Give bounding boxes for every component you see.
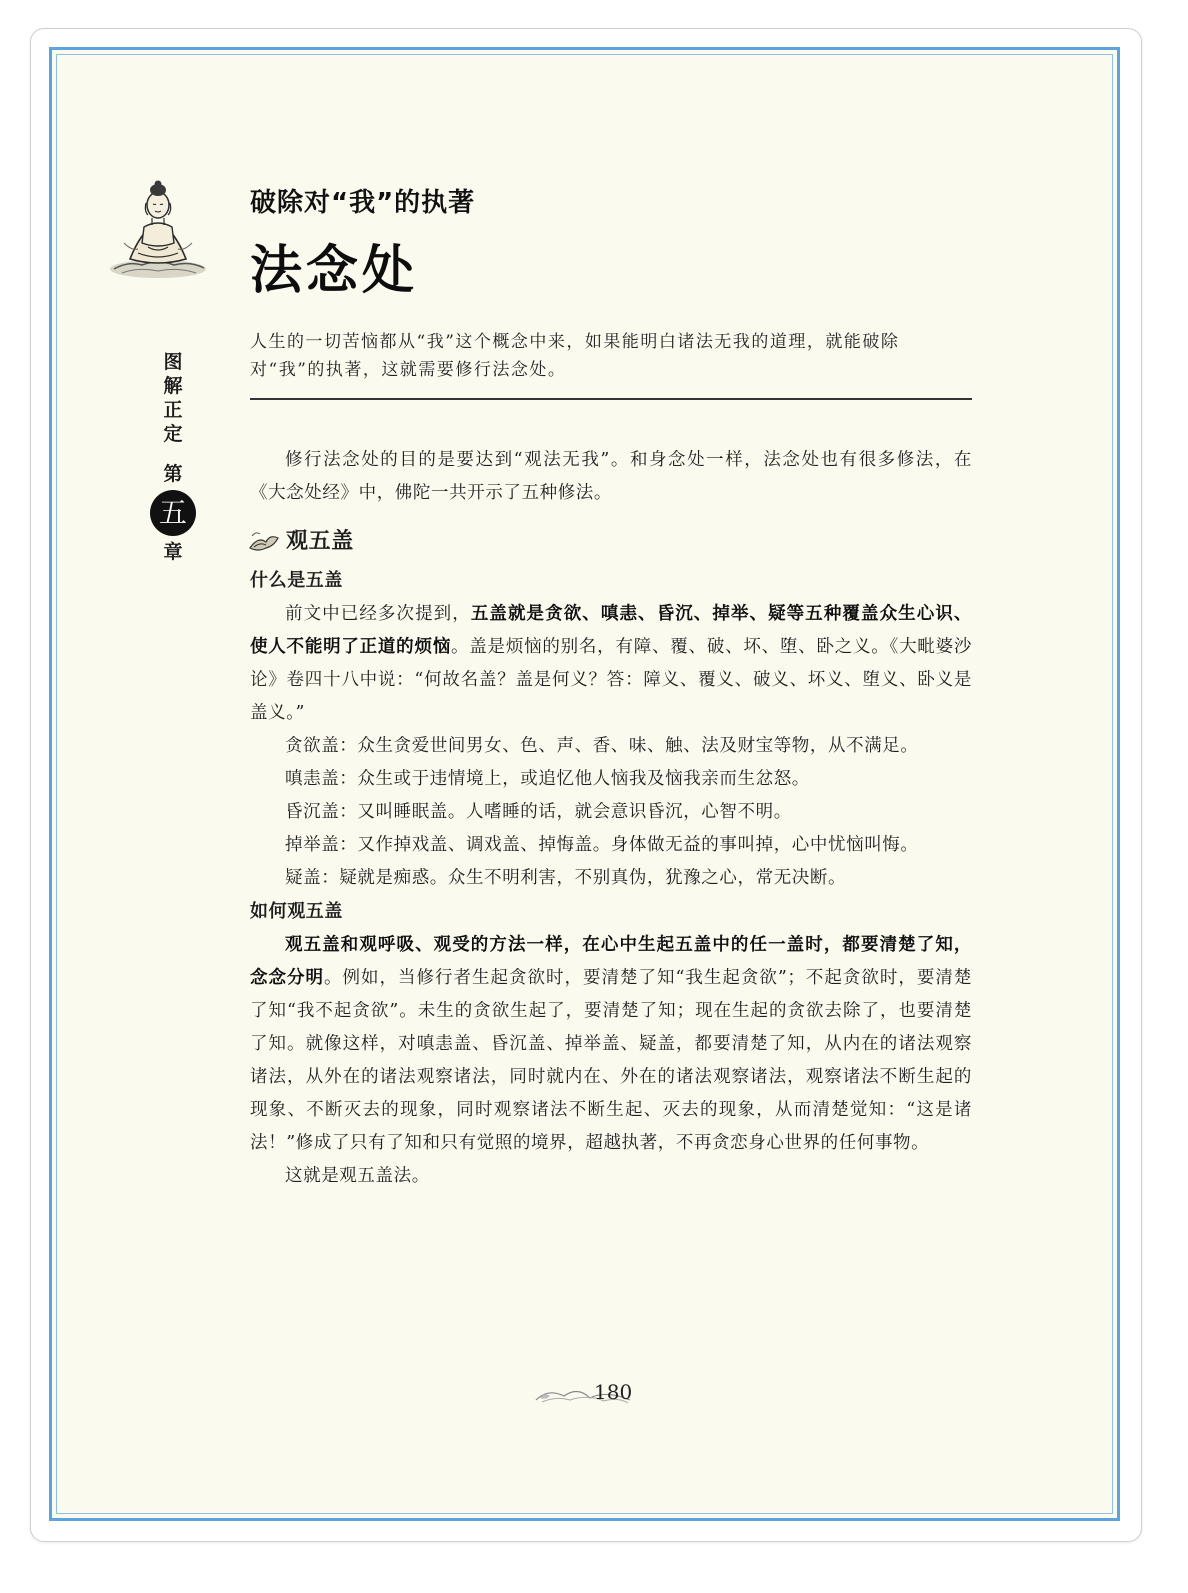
main-body bbox=[250, 444, 972, 1193]
section-heading bbox=[248, 522, 972, 560]
method-rest: 。例如，当修行者生起贪欲时，要清楚了知“我生起贪欲”；不起贪欲时，要清楚了知“我不起贪欲”。未生的贪欲生起了，要清楚了知；现在生起的贪欲去除了，也要清楚了知。就像这样，对嗔恚盖、昏沉盖、掉举盖、疑盖，都要清楚了知，从内在的诸法观察诸法，从外在的诸法观察诸法，同时就内在、外在的诸法观察诸法，观察诸法不断生起的现象、不断灭去的现象，同时观察诸法不断生起、灭去的现象，从而清楚觉知：“这是诸法！”修成了只有了知和只有觉照的境界，超越执著，不再贪恋身心世界的任何事物。 bbox=[250, 968, 972, 1153]
article-subtitle: 破除对“我”的执著 bbox=[250, 188, 476, 218]
definition-emphasis: 五盖就是贪欲、嗔恚、昏沉、掉举、疑等五种覆盖众生心识、使人不能明了正道的烦恼 bbox=[250, 604, 973, 657]
method-emphasis: 观五盖和观呼吸、观受的方法一样，在心中生起五盖中的任一盖时，都要清楚了知，念念分明 bbox=[250, 935, 972, 988]
side-tab-char: 正 bbox=[163, 399, 183, 421]
hindrance-item: 疑盖：疑就是痴惑。众生不明利害，不别真伪，犹豫之心，常无决断。 bbox=[285, 868, 847, 888]
definition-paragraph bbox=[250, 598, 972, 730]
side-tab-char: 解 bbox=[163, 375, 183, 397]
subsection-heading: 什么是五盖 bbox=[250, 570, 343, 591]
method-paragraph bbox=[250, 929, 972, 1160]
side-tab-char: 定 bbox=[163, 423, 183, 445]
opening-paragraph: 修行法念处的目的是要达到“观法无我”。和身念处一样，法念处也有很多修法，在《大念处经》中，佛陀一共开示了五种修法。 bbox=[250, 450, 972, 503]
side-tab-char: 章 bbox=[163, 541, 183, 563]
intro-divider bbox=[250, 398, 972, 400]
lotus-ornament-icon bbox=[248, 528, 282, 554]
article-title: 法念处 bbox=[250, 240, 419, 301]
hindrance-item: 昏沉盖：又叫睡眠盖。人嗜睡的话，就会意识昏沉，心智不明。 bbox=[285, 802, 792, 822]
buddha-illustration bbox=[108, 173, 208, 281]
definition-rest: 。盖是烦恼的别名，有障、覆、破、坏、堕、卧之义。《大毗婆沙论》卷四十八中说：“何故名盖？盖是何义？答：障义、覆义、破义、坏义、堕义、卧义是盖义。” bbox=[250, 637, 972, 723]
chapter-number-badge: 五 bbox=[150, 490, 196, 536]
side-tab-char: 图 bbox=[163, 351, 183, 373]
closing-paragraph: 这就是观五盖法。 bbox=[285, 1166, 430, 1186]
hindrance-item: 嗔恚盖：众生或于违情境上，或追忆他人恼我及恼我亲而生忿怒。 bbox=[285, 769, 810, 789]
chapter-side-tab bbox=[156, 350, 190, 564]
page-number: 180 bbox=[594, 1380, 633, 1404]
subsection-heading: 如何观五盖 bbox=[250, 901, 343, 922]
hindrance-item: 掉举盖：又作掉戏盖、调戏盖、掉悔盖。身体做无益的事叫掉，心中忧恼叫悔。 bbox=[285, 835, 919, 855]
hindrance-item: 贪欲盖：众生贪爱世间男女、色、声、香、味、触、法及财宝等物，从不满足。 bbox=[285, 736, 919, 756]
definition-lead: 前文中已经多次提到， bbox=[285, 604, 471, 624]
intro-paragraph: 人生的一切苦恼都从“我”这个概念中来，如果能明白诸法无我的道理，就能破除对“我”的执著，这就需要修行法念处。 bbox=[250, 332, 900, 380]
section-title: 观五盖 bbox=[286, 528, 354, 554]
side-tab-char: 第 bbox=[163, 463, 183, 485]
